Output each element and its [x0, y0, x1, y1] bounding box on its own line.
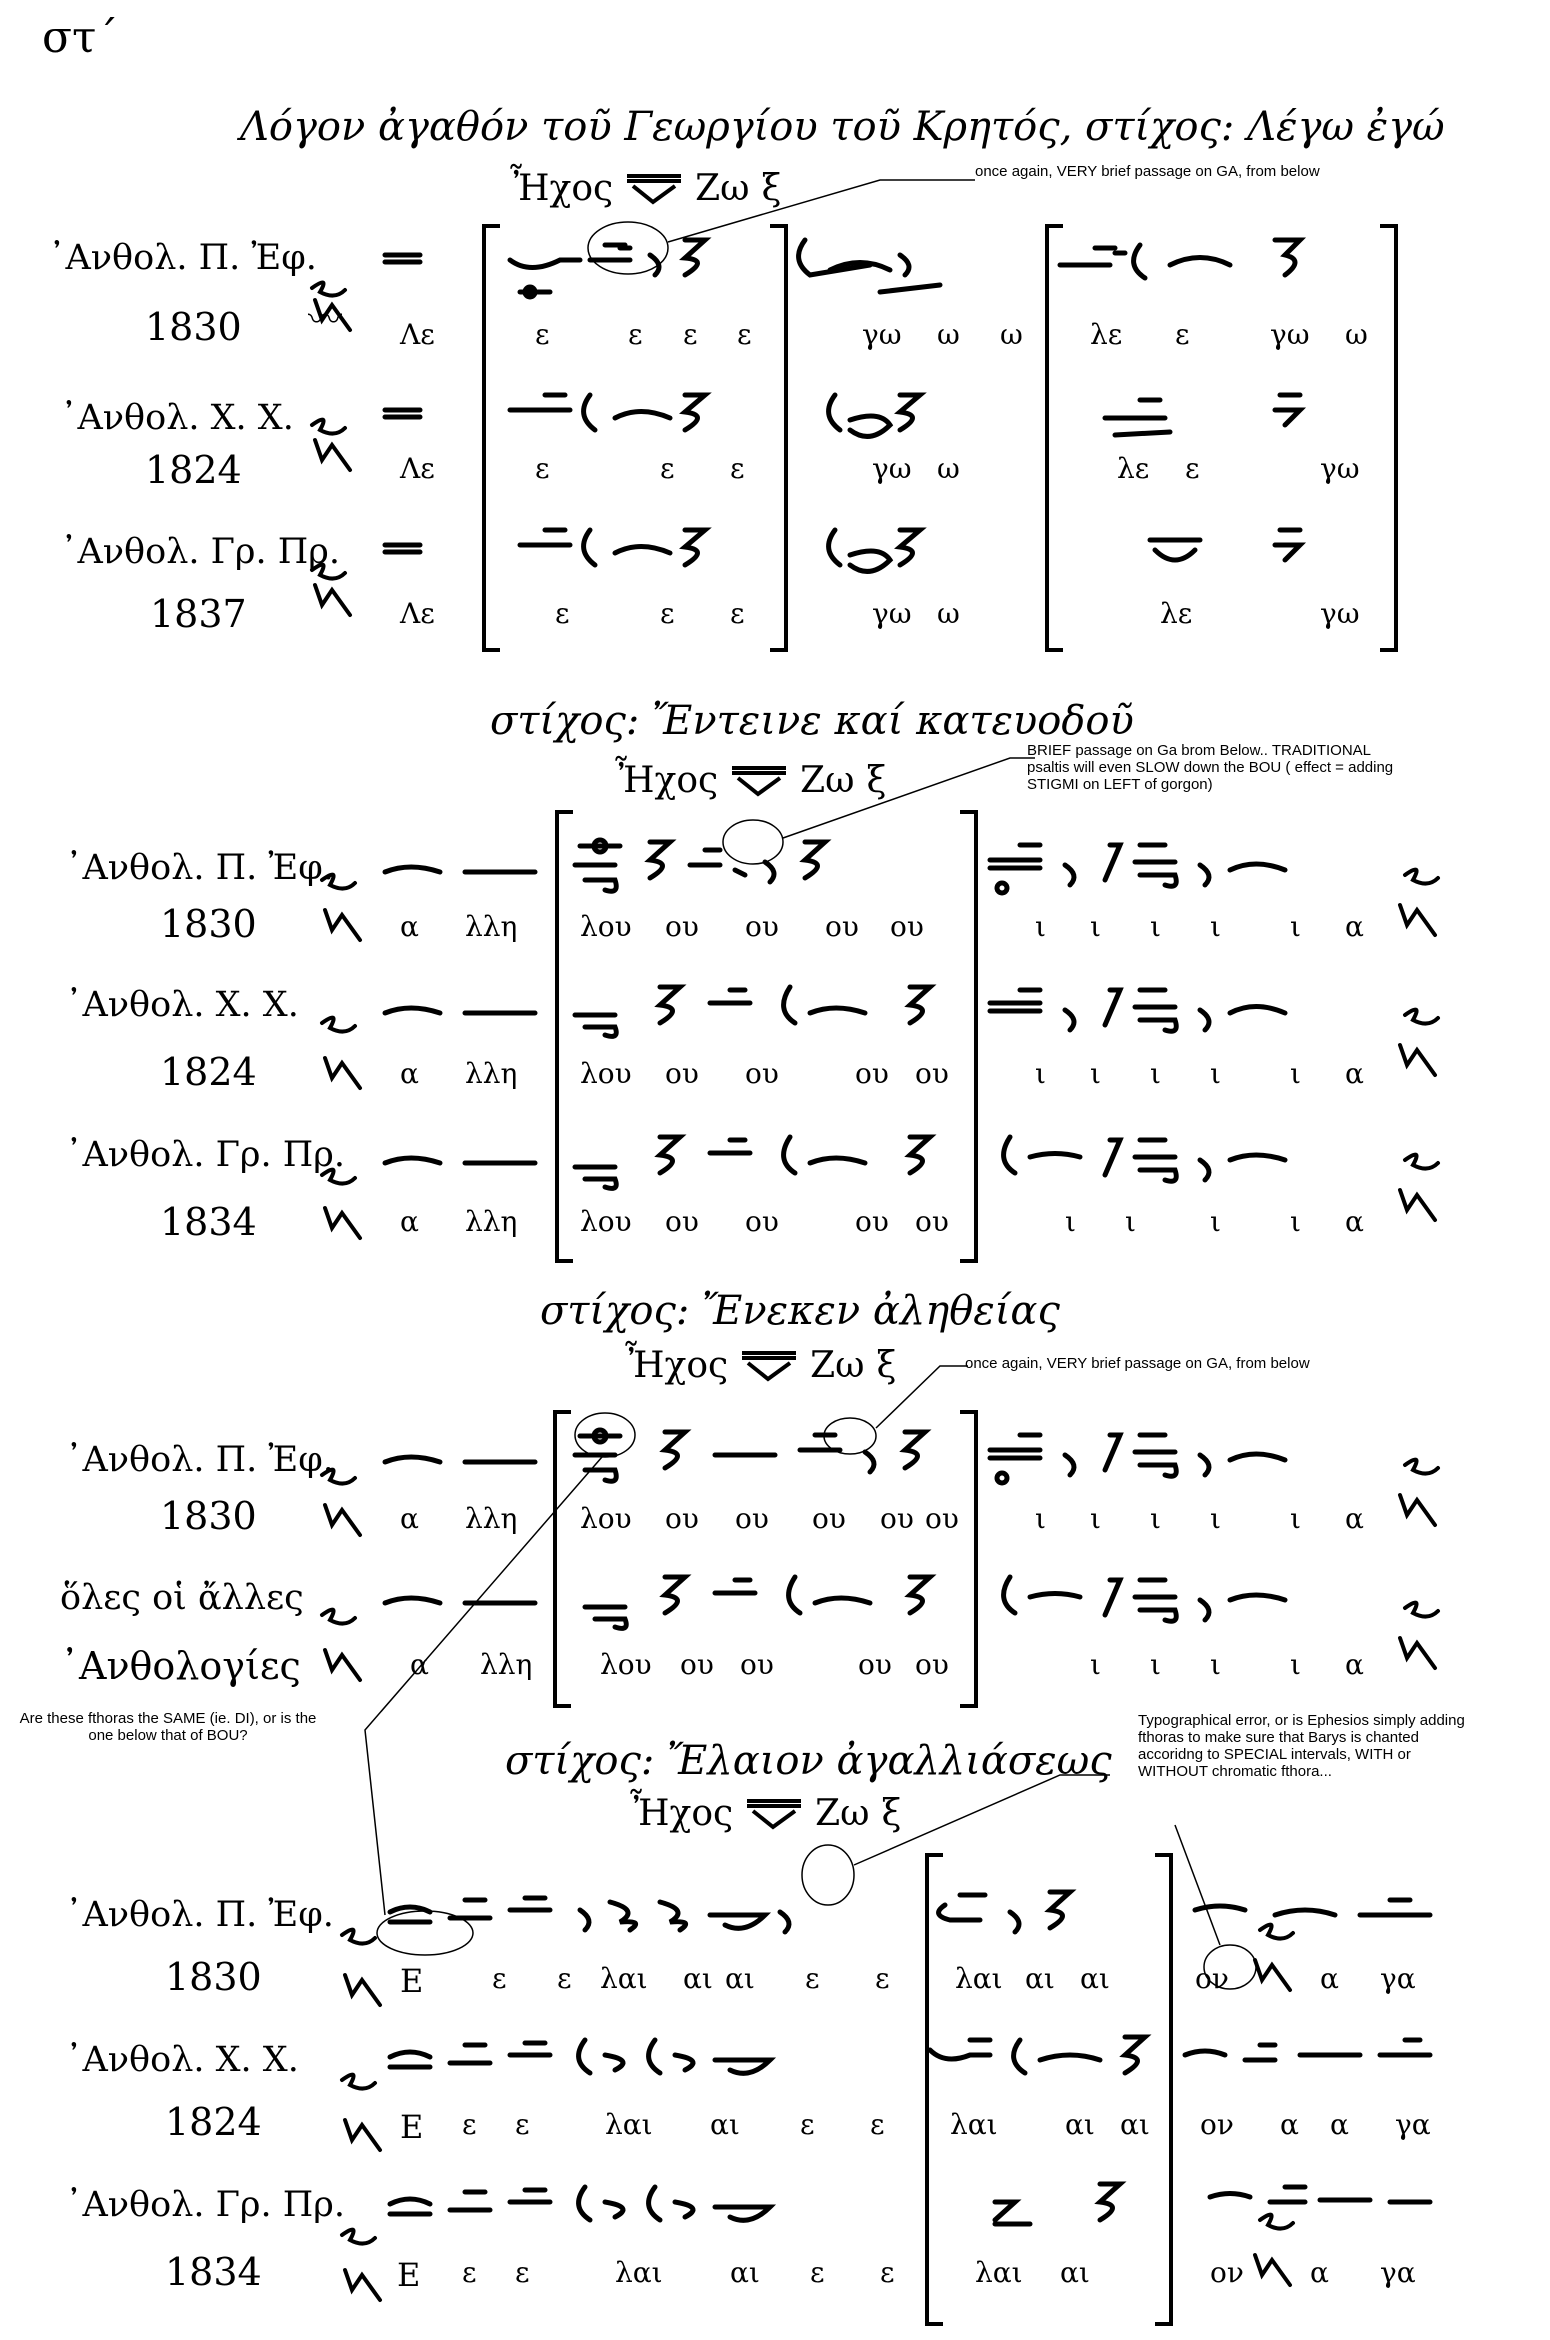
annotation-note: once again, VERY brief passage on GA, from below: [965, 1355, 1310, 1372]
section-2-title: στίχος: Ἔντεινε καί κατευοδοῦ: [490, 698, 1134, 744]
neume-line: [370, 2172, 1550, 2262]
source-year: 1830: [160, 902, 257, 946]
syllable: ου: [665, 1057, 699, 1090]
syllable: λαι: [615, 2256, 663, 2289]
syllable: α: [410, 1648, 429, 1681]
syllable: γα: [1380, 2256, 1416, 2289]
syllable: λαι: [950, 2108, 998, 2141]
syllable: ι: [1150, 1502, 1161, 1535]
syllable: α: [1345, 1205, 1364, 1238]
syllable: ε: [800, 2108, 815, 2141]
section-4-title: στίχος: Ἔλαιον ἀγαλλιάσεως: [505, 1738, 1112, 1784]
syllable: ι: [1210, 910, 1221, 943]
syllable: ου: [812, 1502, 846, 1535]
syllable: α: [1345, 1057, 1364, 1090]
syllable: ι: [1210, 1057, 1221, 1090]
syllable: α: [1345, 910, 1364, 943]
syllable: γα: [1395, 2108, 1431, 2141]
syllable: αι: [1025, 1962, 1055, 1995]
syllable: ε: [462, 2108, 477, 2141]
syllable: λλη: [465, 1057, 518, 1090]
syllable: λε: [1117, 452, 1150, 485]
source-year: 1824: [160, 1050, 257, 1094]
syllable: ω: [937, 318, 960, 351]
syllable: λλη: [465, 1205, 518, 1238]
echos-note: Ζω: [815, 1793, 870, 1834]
syllable: ι: [1210, 1205, 1221, 1238]
syllable: α: [400, 1502, 419, 1535]
neume-line: [380, 515, 1480, 595]
syllable: ε: [683, 318, 698, 351]
syllable: ι: [1290, 910, 1301, 943]
syllable: ου: [665, 910, 699, 943]
source-year: 1830: [165, 1955, 262, 1999]
syllable: αι: [1080, 1962, 1110, 1995]
xi-glyph: ξ: [866, 760, 887, 801]
syllable: ου: [745, 910, 779, 943]
syllable: ε: [880, 2256, 895, 2289]
syllable: ε: [810, 2256, 825, 2289]
syllable: ου: [740, 1648, 774, 1681]
syllable: λε: [1090, 318, 1123, 351]
syllable: ι: [1290, 1502, 1301, 1535]
neume-line: [370, 2025, 1550, 2115]
syllable: ι: [1035, 1057, 1046, 1090]
echos-label: Ἦχος: [625, 1345, 729, 1386]
source-name: ᾿Ανθολ. Χ. Χ.: [60, 398, 294, 438]
source-year: ᾿Ανθολογίες: [60, 1644, 301, 1688]
syllable: ου: [915, 1205, 949, 1238]
syllable: ω: [1345, 318, 1368, 351]
syllable: ι: [1090, 910, 1101, 943]
syllable: ι: [1150, 910, 1161, 943]
syllable: ε: [515, 2108, 530, 2141]
syllable: γω: [1320, 597, 1360, 630]
syllable: ου: [925, 1502, 959, 1535]
syllable: γω: [1320, 452, 1360, 485]
syllable: λε: [1160, 597, 1193, 630]
syllable: ε: [737, 318, 752, 351]
syllable: ε: [557, 1962, 572, 1995]
syllable: ε: [870, 2108, 885, 2141]
source-name: ᾿Ανθολ. Γρ. Πρ.: [60, 532, 340, 572]
syllable: λου: [580, 910, 632, 943]
syllable: λαι: [605, 2108, 653, 2141]
annotation-note: Are these fthoras the SAME (ie. DI), or is the one below that of BOU?: [19, 1710, 317, 1744]
annotation-callout: [580, 160, 980, 280]
section-1-title: Λόγον ἀγαθόν τοῦ Γεωργίου τοῦ Κρητός, στίχος: Λέγω ἐγώ: [240, 104, 1445, 150]
xi-glyph: ξ: [876, 1345, 897, 1386]
source-year: 1830: [160, 1494, 257, 1538]
syllable: αι: [710, 2108, 740, 2141]
syllable: ι: [1290, 1205, 1301, 1238]
annotation-note: once again, VERY brief passage on GA, from below: [975, 163, 1320, 180]
syllable: ε: [660, 597, 675, 630]
syllable: ε: [628, 318, 643, 351]
martyria-glyph: 〰: [308, 300, 342, 340]
syllable: α: [1330, 2108, 1349, 2141]
syllable: ον: [1210, 2256, 1244, 2289]
syllable: ω: [937, 452, 960, 485]
syllable: ου: [855, 1205, 889, 1238]
source-name: ὅλες οἱ ἄλλες: [60, 1578, 304, 1618]
source-name: ᾿Ανθολ. Π. Ἐφ.: [48, 238, 317, 278]
source-year: 1830: [145, 305, 242, 349]
syllable: ε: [730, 452, 745, 485]
source-year: 1834: [165, 2250, 262, 2294]
echos-label: Ἦχος: [510, 168, 614, 209]
echos-note: Ζω: [810, 1345, 865, 1386]
syllable: ε: [805, 1962, 820, 1995]
syllable: ου: [665, 1502, 699, 1535]
source-name: ᾿Ανθολ. Χ. Χ.: [65, 985, 299, 1025]
mode-signature-icon: [740, 1349, 798, 1383]
syllable: ι: [1125, 1205, 1136, 1238]
syllable: ου: [745, 1057, 779, 1090]
echos-note: Ζω: [800, 760, 855, 801]
syllable: λλη: [480, 1648, 533, 1681]
syllable: λου: [580, 1057, 632, 1090]
syllable: ε: [660, 452, 675, 485]
source-year: 1824: [145, 448, 242, 492]
annotation-note: BRIEF passage on Ga brom Below.. TRADITIONAL psaltis will even SLOW down the BOU ( effect = adding STIGMI on LEFT of gorgon): [1027, 742, 1394, 793]
syllable: ου: [825, 910, 859, 943]
neume-line: [320, 975, 1520, 1065]
syllable: ου: [915, 1057, 949, 1090]
neume-line: [370, 1880, 1550, 1970]
syllable: ι: [1290, 1057, 1301, 1090]
syllable: ου: [858, 1648, 892, 1681]
echos-label: Ἦχος: [630, 1793, 734, 1834]
syllable: αι: [683, 1962, 713, 1995]
syllable: α: [1310, 2256, 1329, 2289]
neume-line: [380, 380, 1480, 460]
syllable: ε: [875, 1962, 890, 1995]
source-name: ᾿Ανθολ. Π. Ἐφ.: [65, 1440, 334, 1480]
syllable: ου: [665, 1205, 699, 1238]
syllable: ε: [462, 2256, 477, 2289]
syllable: αι: [1065, 2108, 1095, 2141]
echos-note: Ζω: [695, 168, 750, 209]
syllable: ε: [535, 452, 550, 485]
syllable: α: [1320, 1962, 1339, 1995]
source-name: ᾿Ανθολ. Π. Ἐφ.: [65, 848, 334, 888]
syllable: ι: [1090, 1502, 1101, 1535]
syllable: ου: [745, 1205, 779, 1238]
source-name: ᾿Ανθολ. Χ. Χ.: [65, 2040, 299, 2080]
syllable: Λε: [400, 452, 435, 485]
section-3-title: στίχος: Ἔνεκεν ἀληθείας: [540, 1288, 1060, 1334]
syllable: ου: [890, 910, 924, 943]
syllable: λλη: [465, 910, 518, 943]
syllable: λαι: [975, 2256, 1023, 2289]
syllable: ε: [1185, 452, 1200, 485]
syllable: Ε: [397, 2256, 421, 2294]
syllable: Λε: [400, 597, 435, 630]
syllable: ε: [535, 318, 550, 351]
echos-label: Ἦχος: [615, 760, 719, 801]
syllable: γω: [872, 597, 912, 630]
syllable: ε: [730, 597, 745, 630]
syllable: ου: [680, 1648, 714, 1681]
neume-line: [320, 1125, 1520, 1215]
syllable: ον: [1200, 2108, 1234, 2141]
syllable: ι: [1065, 1205, 1076, 1238]
syllable: α: [1280, 2108, 1299, 2141]
syllable: ου: [880, 1502, 914, 1535]
syllable: λαι: [600, 1962, 648, 1995]
source-year: 1824: [165, 2100, 262, 2144]
syllable: γα: [1380, 1962, 1416, 1995]
syllable: ον: [1195, 1962, 1229, 1995]
syllable: λλη: [465, 1502, 518, 1535]
syllable: ι: [1210, 1648, 1221, 1681]
syllable: γω: [862, 318, 902, 351]
syllable: λου: [600, 1648, 652, 1681]
syllable: α: [1345, 1648, 1364, 1681]
syllable: α: [1345, 1502, 1364, 1535]
syllable: Ε: [400, 2108, 424, 2146]
syllable: ου: [855, 1057, 889, 1090]
syllable: λαι: [955, 1962, 1003, 1995]
syllable: Λε: [400, 318, 435, 351]
syllable: Ε: [400, 1962, 424, 2000]
syllable: αι: [1120, 2108, 1150, 2141]
xi-glyph: ξ: [881, 1793, 902, 1834]
syllable: ι: [1090, 1057, 1101, 1090]
syllable: ι: [1090, 1648, 1101, 1681]
syllable: λου: [580, 1205, 632, 1238]
source-name: ᾿Ανθολ. Γρ. Πρ.: [65, 2185, 345, 2225]
syllable: ε: [555, 597, 570, 630]
page-number: στ΄: [42, 12, 119, 63]
syllable: ου: [735, 1502, 769, 1535]
neume-line: [320, 830, 1520, 920]
syllable: α: [400, 1205, 419, 1238]
xi-glyph: ξ: [761, 168, 782, 209]
syllable: λου: [580, 1502, 632, 1535]
syllable: ι: [1290, 1648, 1301, 1681]
syllable: αι: [1060, 2256, 1090, 2289]
source-name: ᾿Ανθολ. Γρ. Πρ.: [65, 1135, 345, 1175]
syllable: ι: [1150, 1648, 1161, 1681]
syllable: ω: [937, 597, 960, 630]
source-name: ᾿Ανθολ. Π. Ἐφ.: [65, 1895, 334, 1935]
syllable: ι: [1035, 1502, 1046, 1535]
annotation-note: Typographical error, or is Ephesios simply adding fthoras to make sure that Barys is chanted accoridng to SPECIAL intervals, WITH or WITHOUT chromatic fthora...: [1138, 1712, 1465, 1780]
syllable: γω: [872, 452, 912, 485]
syllable: ου: [915, 1648, 949, 1681]
syllable: αι: [725, 1962, 755, 1995]
syllable: ε: [515, 2256, 530, 2289]
syllable: αι: [730, 2256, 760, 2289]
syllable: ι: [1150, 1057, 1161, 1090]
syllable: ι: [1035, 910, 1046, 943]
syllable: ε: [492, 1962, 507, 1995]
syllable: ω: [1000, 318, 1023, 351]
source-year: 1837: [150, 592, 247, 636]
syllable: α: [400, 1057, 419, 1090]
syllable: γω: [1270, 318, 1310, 351]
source-year: 1834: [160, 1200, 257, 1244]
syllable: ι: [1210, 1502, 1221, 1535]
syllable: ε: [1175, 318, 1190, 351]
syllable: α: [400, 910, 419, 943]
